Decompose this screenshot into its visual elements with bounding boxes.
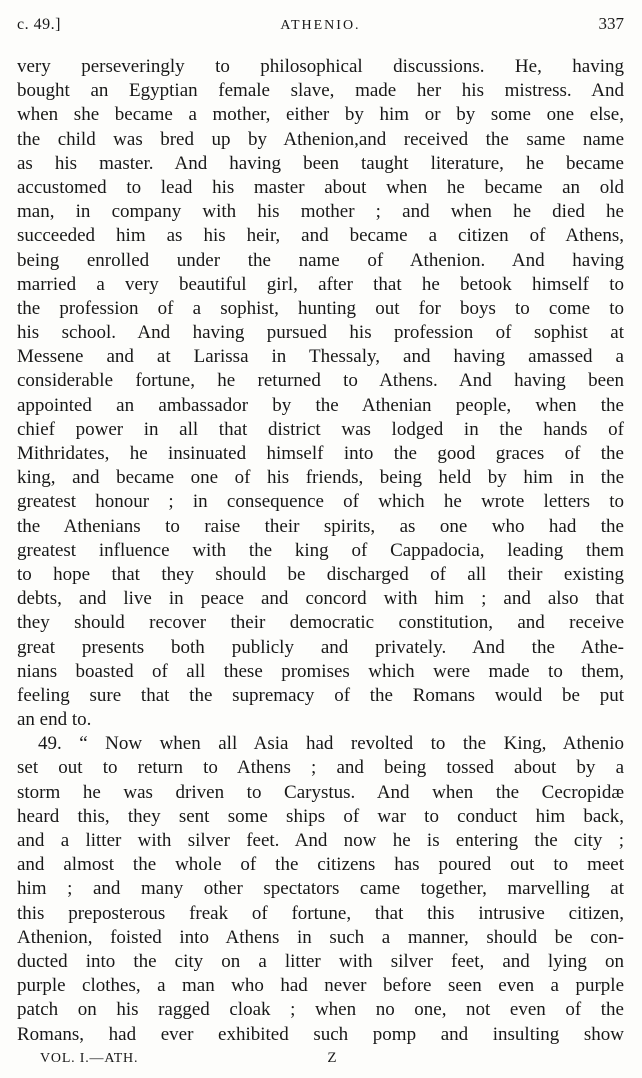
text-line: they should recover their democratic constitution, and receive — [17, 612, 624, 634]
text-line: and almost the whole of the citizens has poured out to meet — [17, 854, 624, 876]
text-line: considerable fortune, he returned to Athens. And having been — [17, 370, 624, 392]
text-line: set out to return to Athens ; and being tossed about by a — [17, 757, 624, 779]
text-line: to hope that they should be discharged of all their existing — [17, 563, 624, 585]
text-line: when she became a mother, either by him or by some one else, — [17, 104, 624, 126]
text-line: debts, and live in peace and concord with him ; and also that — [17, 588, 624, 610]
running-title: ATHENIO. — [280, 18, 361, 33]
text-line: great presents both publicly and privately. And the Athe- — [17, 636, 624, 658]
page-footer — [17, 1050, 624, 1067]
text-line: an end to. — [17, 709, 92, 731]
text-line: king, and became one of his friends, being held by him in the — [17, 467, 624, 489]
text-line: succeeded him as his heir, and became a citizen of Athens, — [17, 225, 624, 247]
text-line: patch on his ragged cloak ; when no one, not even of the — [17, 999, 624, 1021]
signature-mark: Z — [327, 1049, 337, 1066]
text-line: as his master. And having been taught literature, he became — [17, 152, 624, 174]
page-number: 337 — [598, 14, 624, 33]
body-text — [17, 55, 624, 1047]
text-line: Mithridates, he insinuated himself into the good graces of the — [17, 443, 624, 464]
text-line: nians boasted of all these promises which were made to them, — [17, 660, 624, 682]
chapter-reference: c. 49.] — [17, 16, 61, 33]
volume-label: VOL. I.—ATH. — [40, 1050, 139, 1066]
text-line: Messene and at Larissa in Thessaly, and having amassed a — [17, 346, 624, 368]
text-line: the profession of a sophist, hunting out for boys to come to — [17, 297, 624, 319]
text-line: married a very beautiful girl, after that he betook himself to — [17, 273, 624, 295]
text-line: his school. And having pursued his profession of sophist at — [17, 322, 624, 344]
text-line: greatest honour ; in consequence of which he wrote letters to — [17, 491, 624, 513]
text-line: accustomed to lead his master about when he became an old — [17, 176, 624, 198]
text-line: bought an Egyptian female slave, made her his mistress. And — [17, 80, 624, 102]
text-line: 49. “ Now when all Asia had revolted to the King, Athenio — [38, 733, 624, 755]
text-line: Athenion, foisted into Athens in such a manner, should be con- — [17, 926, 624, 948]
text-line: ducted into the city on a litter with silver feet, and lying on — [17, 950, 624, 972]
text-line: and a litter with silver feet. And now he is entering the city ; — [17, 830, 624, 851]
text-line: very perseveringly to philosophical discussions. He, having — [17, 56, 624, 77]
text-line: being enrolled under the name of Athenion. And having — [17, 249, 624, 271]
text-line: purple clothes, a man who had never before seen even a purple — [17, 975, 624, 997]
text-line: feeling sure that the supremacy of the Romans would be put — [17, 684, 624, 706]
text-line: this preposterous freak of fortune, that this intrusive citizen, — [17, 902, 624, 924]
text-line: the child was bred up by Athenion,and received the same name — [17, 128, 624, 150]
text-line: chief power in all that district was lodged in the hands of — [17, 418, 624, 440]
text-line: storm he was driven to Carystus. And when the Cecropidæ — [17, 781, 624, 803]
text-line: greatest influence with the king of Cappadocia, leading them — [17, 539, 624, 561]
text-line: him ; and many other spectators came together, marvelling at — [17, 878, 624, 900]
text-line: Romans, had ever exhibited such pomp and insulting show — [17, 1023, 624, 1045]
text-line: man, in company with his mother ; and when he died he — [17, 201, 624, 223]
page-header — [17, 14, 624, 34]
text-line: the Athenians to raise their spirits, as one who had the — [17, 515, 624, 537]
text-line: appointed an ambassador by the Athenian people, when the — [17, 394, 624, 416]
text-line: heard this, they sent some ships of war to conduct him back, — [17, 805, 624, 827]
